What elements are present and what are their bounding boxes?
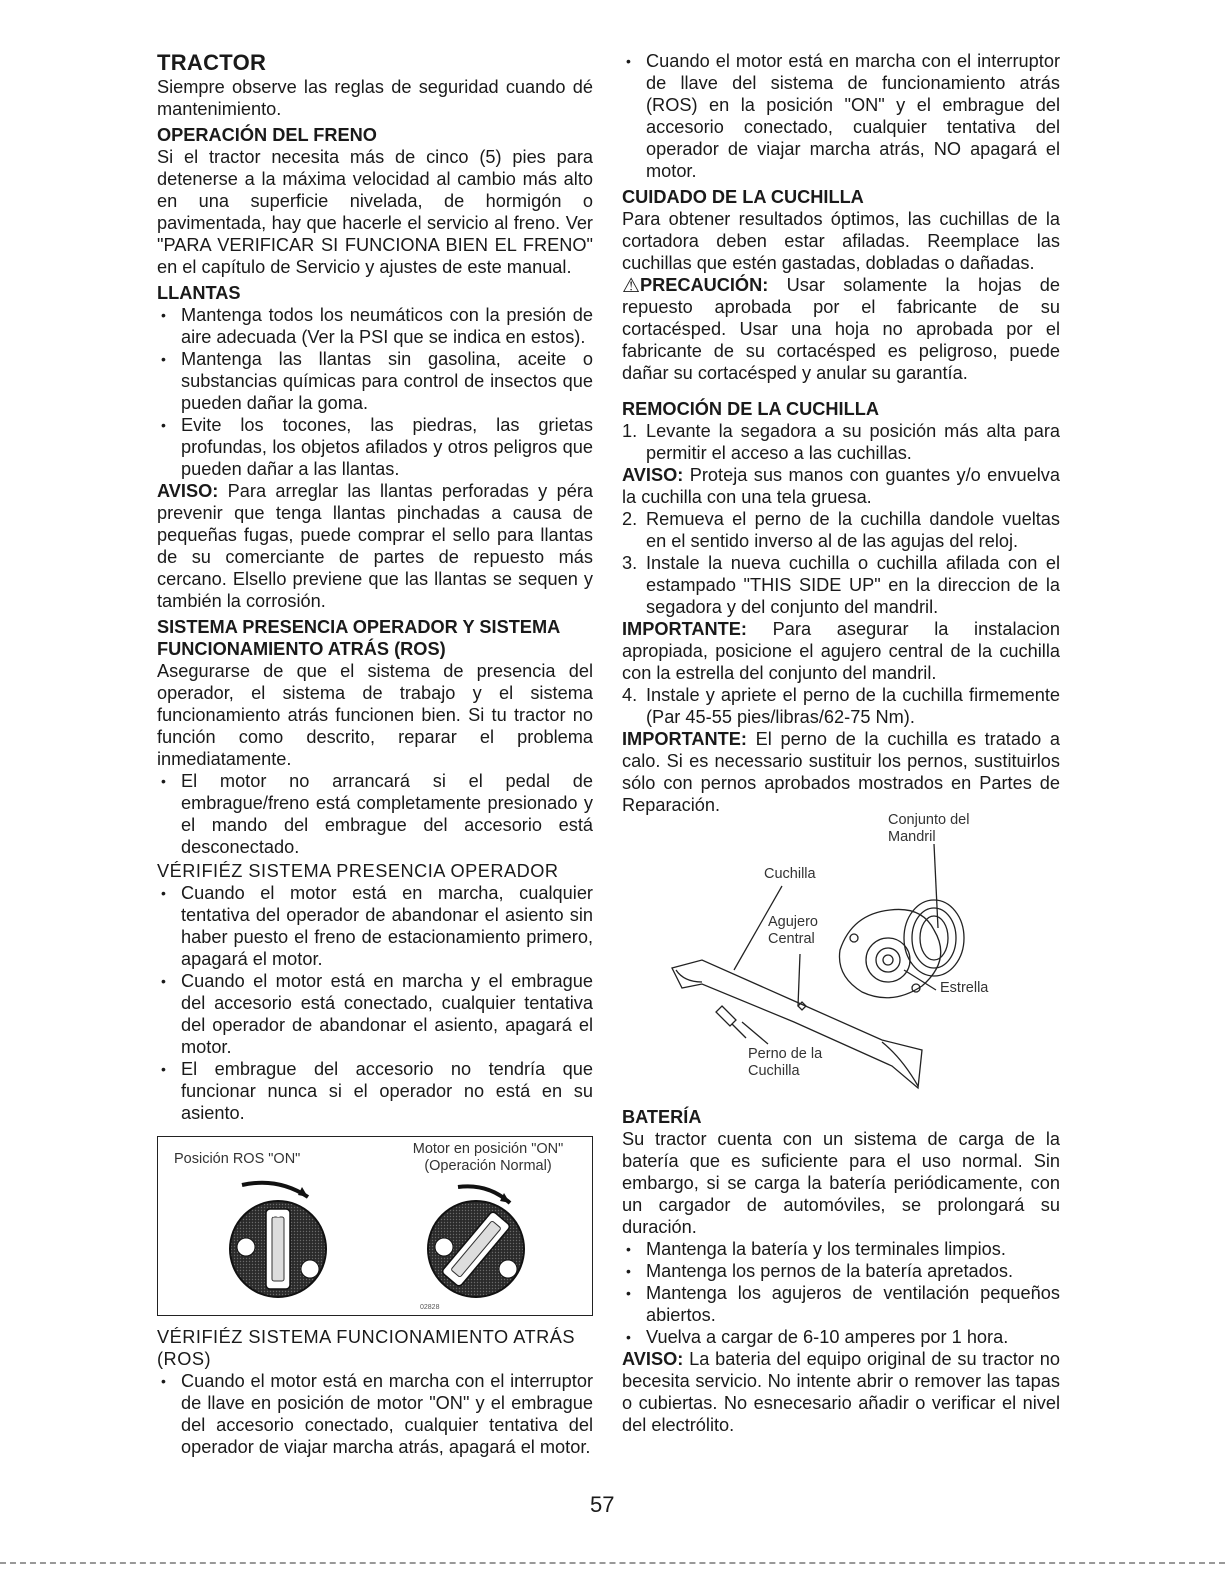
list-item: • Mantenga todos los neumáticos con la presión de aire adecuada (Ver la PSI que se indica en estos).	[157, 304, 593, 348]
svg-text:ROS: ROS	[268, 1209, 288, 1219]
warning-icon: ⚠	[622, 275, 640, 297]
figure-label-motor-on-line1: Motor en posición "ON"	[412, 1141, 564, 1157]
step-text: Instale la nueva cuchilla o cuchilla afilada con el estampado "THIS SIDE UP" en la direccion de la segadora y del conjunto del mandril.	[646, 553, 1060, 617]
heading-verify-ros: VÉRIFIÉZ SISTEMA FUNCIONAMIENTO ATRÁS (ROS)	[157, 1327, 576, 1369]
battery-list	[622, 1238, 1060, 1348]
step-number: 4.	[622, 685, 638, 705]
blade-removal-steps-3	[622, 684, 1060, 728]
figure-code: 02828	[420, 1304, 440, 1311]
figure-label-motor-on-line2: (Operación Normal)	[424, 1158, 552, 1174]
step-number: 2.	[622, 509, 638, 529]
tires-list	[157, 304, 593, 480]
label-center-hole-line2: Central	[768, 931, 815, 947]
list-item: • Cuando el motor está en marcha, cualquier tentativa del operador de abandonar el asiento sin haber puesto el freno de estacionamiento primero, apagará el motor.	[157, 882, 593, 970]
blade-care-text: Para obtener resultados óptimos, las cuchillas de la cortadora deben estar afiladas. Reemplace las cuchillas que estén gastadas, dobladas o dañadas.	[622, 209, 1060, 273]
list-item: • Mantenga los pernos de la batería apretados.	[622, 1260, 1060, 1282]
list-item: • Cuando el motor está en marcha con el interruptor de llave en posición de motor "ON" y el embrague del accesorio conectado, cualquier tentativa del operador de viajar marcha atrás, apagará el motor.	[157, 1370, 593, 1458]
heading-operator-presence-system: SISTEMA PRESENCIA OPERADOR Y SISTEMA FUNCIONAMIENTO ATRÁS (ROS)	[157, 617, 560, 659]
ros-key-switch-figure	[157, 1136, 593, 1316]
step-text: Levante la segadora a su posición más alta para permitir el acceso a las cuchillas.	[646, 421, 1060, 463]
brake-operation-text: Si el tractor necesita más de cinco (5) pies para detenerse a la máxima velocidad al cambio más alto en una superficie nivelada, de hormigón o pavimentada, hay que hacerle el servicio al freno. Ver "PARA VERIFICAR SI FUNCIONA BIEN EL FRENO" en el capítulo de Servicio y ajustes de este manual.	[157, 147, 593, 277]
list-item: • Mantenga los agujeros de ventilación pequeños abiertos.	[622, 1282, 1060, 1326]
label-spindle-line1: Conjunto del	[888, 812, 970, 828]
step-item	[622, 420, 1060, 464]
notice-label: AVISO:	[622, 465, 684, 485]
caution-text: Usar solamente la hojas de repuesto aprobada por el fabricante de su cortacésped. Usar una hoja no aprobada por el fabricante de su cortacésped es peligroso, puede dañar su cortacésped y anular su garantía.	[622, 275, 1060, 383]
battery-text: Su tractor cuenta con un sistema de carga de la batería que es suficiente para el uso normal. Sin embargo, si se carga la batería periódicamente, con un cargador de automóviles, se prolongará su duración.	[622, 1129, 1060, 1237]
list-item: • Cuando el motor está en marcha con el interruptor de llave del sistema de funcionamiento atrás (ROS) en la posición "ON" y el embrague del accesorio conectado, cualquier tentativa del operador de viajar marcha atrás, NO apagará el motor.	[622, 50, 1060, 182]
page-number: 57	[590, 1492, 615, 1517]
caution-paragraph	[622, 274, 1060, 384]
list-item: • Cuando el motor está en marcha y el embrague del accesorio está conectado, cualquier tentativa del operador de abandonar el asiento, apagará el motor.	[157, 970, 593, 1058]
important-text: Para asegurar la instalacion apropiada, posicione el agujero central de la cuchilla con la estrella del conjunto del mandril.	[622, 619, 1060, 683]
important-label: IMPORTANTE:	[622, 729, 747, 749]
blade-assembly-figure	[622, 810, 1060, 1100]
heading-brake-operation: OPERACIÓN DEL FRENO	[157, 125, 377, 145]
step-number: 1.	[622, 421, 638, 441]
label-center-hole-line1: Agujero	[768, 914, 818, 930]
label-blade-bolt-line2: Cuchilla	[748, 1063, 800, 1079]
ros-continued-list	[622, 50, 1060, 182]
label-blade-bolt-line1: Perno de la	[748, 1046, 823, 1062]
blade-illustration	[622, 810, 1060, 1100]
key-switch-motor-on-icon	[428, 1186, 524, 1297]
notice-text: Para arreglar las llantas perforadas y péra prevenir que tenga llantas pinchadas a causa de pequeñas fugas, puede comprar el sello para llantas de su comerciante de partes de repuesto más cercano. Elsello previene que las llantas se sequen y también la corrosión.	[157, 481, 593, 611]
verify-ros-list	[157, 1370, 593, 1458]
heading-blade-removal: REMOCIÓN DE LA CUCHILLA	[622, 399, 879, 419]
important-label: IMPORTANTE:	[622, 619, 747, 639]
label-star: Estrella	[940, 980, 989, 996]
battery-notice	[622, 1348, 1060, 1436]
gloves-notice	[622, 464, 1060, 508]
blade-removal-steps-2	[622, 508, 1060, 618]
operator-presence-text: Asegurarse de que el sistema de presencia del operador, el sistema de trabajo y el sistema funcionamiento atrás funcionen bien. Si tu tractor no función como descrito, reparar el problema inmediatamente.	[157, 661, 593, 769]
list-item: • El embrague del accesorio no tendría que funcionar nunca si el operador no está en su asiento.	[157, 1058, 593, 1124]
label-blade: Cuchilla	[764, 866, 816, 882]
list-item: • Vuelva a cargar de 6-10 amperes por 1 hora.	[622, 1326, 1060, 1348]
notice-label: AVISO:	[622, 1349, 684, 1369]
step-item	[622, 508, 1060, 552]
notice-text: Proteja sus manos con guantes y/o envuelva la cuchilla con una tela gruesa.	[622, 465, 1060, 507]
important-installation	[622, 618, 1060, 684]
operator-presence-list	[157, 770, 593, 858]
step-item	[622, 552, 1060, 618]
caution-label: PRECAUCIÓN:	[639, 275, 769, 295]
blade-removal-steps	[622, 420, 1060, 464]
notice-text: La bateria del equipo original de su tractor no becesita servicio. No intente abrir o remover las tapas o cubiertas. No esnecesario añadir o verificar el nivel del electrólito.	[622, 1349, 1060, 1435]
label-spindle-line2: Mandril	[888, 829, 936, 845]
heading-verify-operator-presence: VÉRIFIÉZ SISTEMA PRESENCIA OPERADOR	[157, 861, 559, 881]
step-number: 3.	[622, 553, 638, 573]
left-column	[157, 50, 593, 1458]
section-title-tractor: TRACTOR	[157, 50, 267, 75]
verify-operator-presence-list	[157, 882, 593, 1124]
list-item: • El motor no arrancará si el pedal de embrague/freno está completamente presionado y el mando del embrague del accesorio está desconectado.	[157, 770, 593, 858]
list-item: • Mantenga las llantas sin gasolina, aceite o substancias químicas para control de insectos que pueden dañar la goma.	[157, 348, 593, 414]
list-item: • Evite los tocones, las piedras, las grietas profundas, los objetos afilados y otros peligros que pueden dañar a las llantas.	[157, 414, 593, 480]
important-text: El perno de la cuchilla es tratado a calo. Si es necessario sustituir los pernos, sustituirlos sólo con pernos aprobados mostrados en Partes de Reparación.	[622, 729, 1060, 815]
tractor-intro: Siempre observe las reglas de seguridad cuando dé mantenimiento.	[157, 77, 593, 119]
key-switch-ros-icon	[230, 1183, 326, 1297]
figure-label-ros-on: Posición ROS "ON"	[174, 1151, 301, 1167]
important-bolt	[622, 728, 1060, 816]
right-column	[622, 50, 1060, 1436]
heading-battery: BATERÍA	[622, 1107, 702, 1127]
heading-blade-care: CUIDADO DE LA CUCHILLA	[622, 187, 864, 207]
step-item	[622, 684, 1060, 728]
step-text: Remueva el perno de la cuchilla dandole vueltas en el sentido inverso al de las agujas del reloj.	[646, 509, 1060, 551]
list-item: • Mantenga la batería y los terminales limpios.	[622, 1238, 1060, 1260]
heading-tires: LLANTAS	[157, 283, 241, 303]
step-text: Instale y apriete el perno de la cuchilla firmemente (Par 45-55 pies/libras/62-75 Nm).	[646, 685, 1060, 727]
key-switch-illustration	[158, 1137, 592, 1313]
notice-label: AVISO:	[157, 481, 219, 501]
tires-notice	[157, 480, 593, 612]
footer-divider	[0, 1562, 1225, 1564]
